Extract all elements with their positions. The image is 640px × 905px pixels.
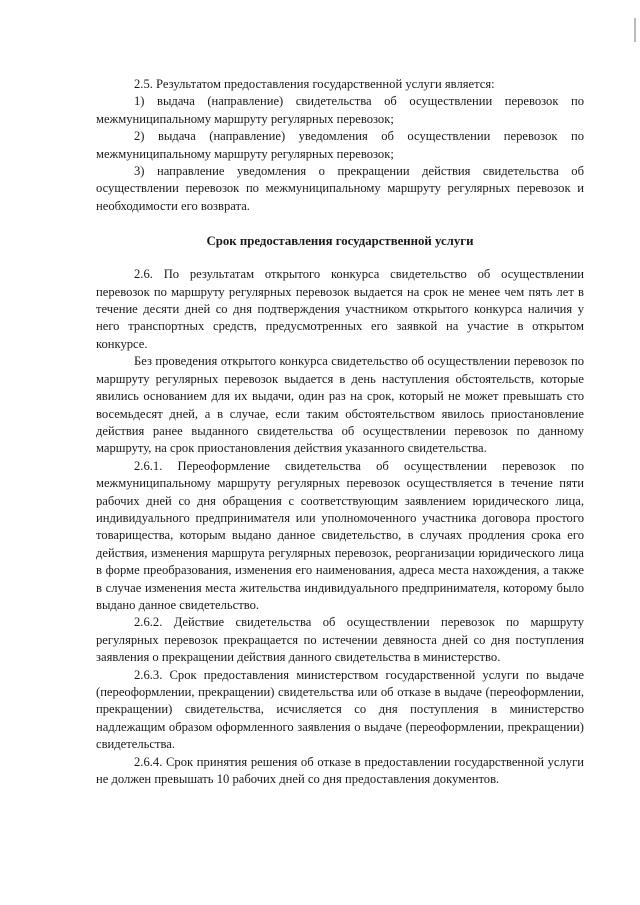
document-page	[96, 76, 584, 788]
section-heading: Срок предоставления государственной услуги	[206, 234, 474, 249]
section-2-6-paragraph-1: 2.6. По результатам открытого конкурса свидетельство об осуществлении перевозок по маршруту регулярных перевозок выдается на срок не менее чем пять лет в течение десяти дней со дня подтверждения участником открытого конкурса наличия у него транспортных средств, предусмотренных его заявкой на участие в открытом конкурсе.	[96, 267, 584, 351]
section-2-6-1: 2.6.1. Переоформление свидетельства об осуществлении перевозок по межмуниципальному маршруту регулярных перевозок осуществляется в течение пяти рабочих дней со дня обращения с соответствующим заявлением юридического лица, индивидуального предпринимателя или уполномоченного участника договора простого товарищества, которым выдано данное свидетельство, в случаях продления срока его действия, изменения маршрута регулярных перевозок, реорганизации юридического лица в форме преобразования, изменения его наименования, адреса места нахождения, а также в случае изменения места жительства индивидуального предпринимателя, которому было выдано данное свидетельство.	[96, 458, 584, 612]
section-2-6-4: 2.6.4. Срок принятия решения об отказе в предоставлении государственной услуги не должен превышать 10 рабочих дней со дня предоставления документов.	[96, 754, 584, 787]
section-2-6-3: 2.6.3. Срок предоставления министерством государственной услуги по выдаче (переоформлении, прекращении) свидетельства или об отказе в выдаче (переоформлении, прекращении) свидетельства, исчисляется со дня поступления в министерство надлежащим образом оформленного заявления о выдаче (переоформлении, прекращении) свидетельства.	[96, 667, 584, 752]
section-2-5-item-1: 1) выдача (направление) свидетельства об осуществлении перевозок по межмуниципальному маршруту регулярных перевозок;	[96, 94, 584, 126]
section-2-5-intro: 2.5. Результатом предоставления государственной услуги является:	[134, 77, 495, 91]
scan-edge-mark	[634, 18, 636, 42]
section-2-6-paragraph-2: Без проведения открытого конкурса свидетельство об осуществлении перевозок по маршруту регулярных перевозок выдается в день наступления обстоятельств, которые явились основанием для их выдачи, один раз на срок, который не может превышать сто восемьдесят дней, а в случае, если таким обстоятельством явилось приостановление действия ранее выданного свидетельства об осуществлении перевозок по данному маршруту, на срок приостановления действия указанного свидетельства.	[96, 354, 584, 456]
section-2-5-item-2: 2) выдача (направление) уведомления об осуществлении перевозок по межмуниципальному маршруту регулярных перевозок;	[96, 129, 584, 161]
section-2-6-2: 2.6.2. Действие свидетельства об осуществлении перевозок по маршруту регулярных перевозок прекращается по истечении девяноста дней со дня поступления заявления о прекращении действия данного свидетельства в министерство.	[96, 615, 584, 665]
section-2-5-item-3: 3) направление уведомления о прекращении действия свидетельства об осуществлении перевозок по межмуниципальному маршруту регулярных перевозок и необходимости его возврата.	[96, 164, 584, 213]
